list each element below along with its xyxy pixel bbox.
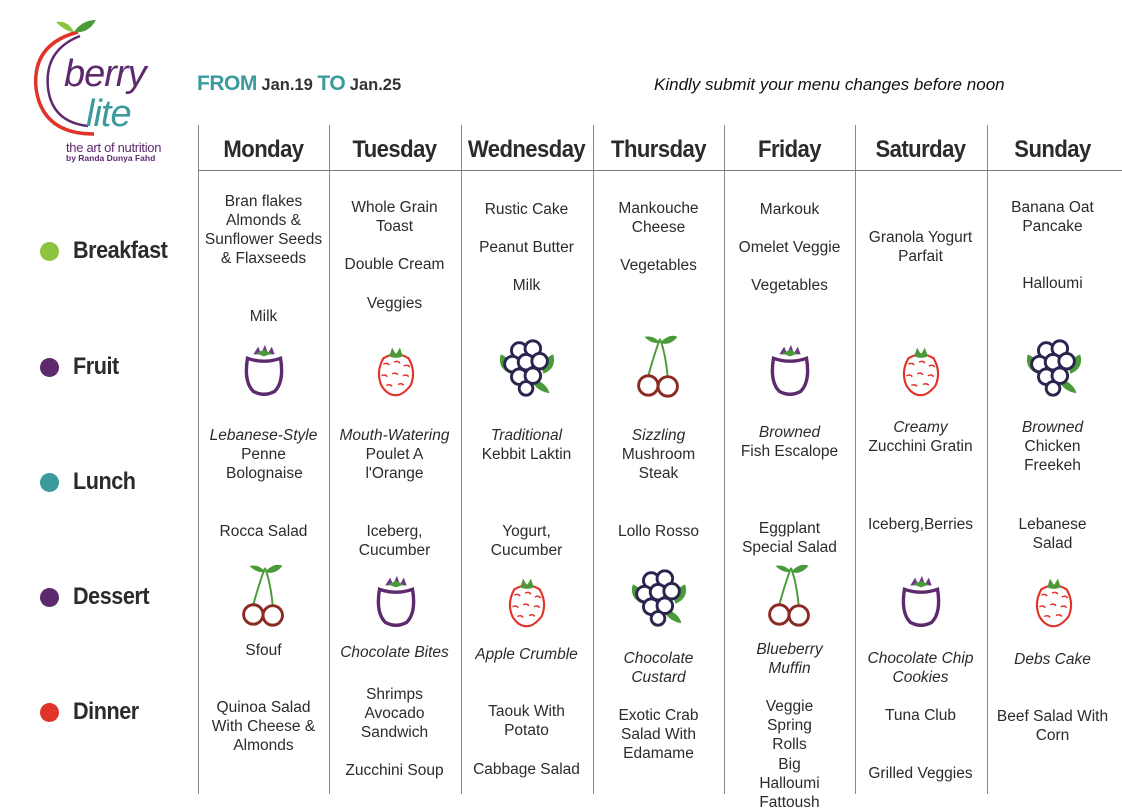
dinner-sunday-main: Beef Salad With Corn [996,708,1109,744]
from-date: Jan.19 [261,76,313,94]
day-header-saturday: Saturday [875,136,966,163]
to-date: Jan.25 [349,76,402,94]
from-label: FROM [197,72,257,95]
breakfast-tuesday-main: Whole Grain Toast [351,199,438,235]
lunch-saturday: Creamy Zucchini Gratin [868,419,973,455]
day-header-friday: Friday [758,136,821,163]
breakfast-thursday-main: Mankouche Cheese [618,200,699,236]
raspberry-icon [362,335,430,403]
breakfast-thursday-extra: Vegetables [620,257,697,274]
lunch-friday: Browned Fish Escalope [740,424,839,460]
raspberry-icon [493,566,561,634]
dinner-saturday-side: Grilled Veggies [868,765,973,782]
fig-icon [362,566,430,634]
day-header-monday: Monday [223,136,304,163]
grid-divider [855,125,856,794]
date-range [197,72,401,96]
dessert-thursday: Chocolate Custard [623,650,694,686]
dinner-saturday-main: Tuna Club [885,707,956,724]
lunch-monday: Lebanese-Style Penne Bolognaise [209,427,318,482]
breakfast-wednesday-extra: Milk [512,277,541,294]
breakfast-tuesday-mid: Double Cream [344,256,445,273]
breakfast-saturday-main: Granola Yogurt Parfait [868,229,973,265]
lunch-tuesday: Mouth-Watering Poulet A l'Orange [339,427,450,482]
meal-label-dinner: Dinner [40,698,146,726]
breakfast-sunday-main: Banana Oat Pancake [1011,199,1094,235]
lunch-wednesday-salad: Yogurt, Cucumber [490,523,563,559]
dinner-friday-side: Big Halloumi Fattoush [759,756,820,811]
fruit-dot-icon [40,358,59,377]
meal-label-fruit: Fruit [40,353,124,381]
logo-tagline: the art of nutrition [66,140,162,155]
dessert-wednesday: Apple Crumble [475,646,578,663]
cherry-icon [756,562,824,630]
grapes-icon [493,333,561,401]
dinner-friday-main: Veggie Spring Rolls [765,698,814,753]
day-header-tuesday: Tuesday [352,136,437,163]
meal-label-dessert: Dessert [40,583,158,611]
lunch-monday-salad: Rocca Salad [219,523,308,540]
svg-text:lite: lite [86,93,131,135]
day-header-sunday: Sunday [1014,136,1091,163]
logo-byline: by Randa Dunya Fahd [66,153,156,163]
dinner-dot-icon [40,703,59,722]
dinner-tuesday-side: Zucchini Soup [345,762,444,779]
lunch-wednesday: Traditional Kebbit Laktin [481,427,572,463]
fig-icon [230,335,298,403]
lunch-tuesday-salad: Iceberg, Cucumber [358,523,431,559]
header-divider [198,170,1122,171]
cherry-icon [625,333,693,401]
lunch-thursday-salad: Lollo Rosso [618,523,699,540]
breakfast-friday-main: Markouk [759,201,820,218]
breakfast-monday-main: Bran flakes Almonds & Sunflower Seeds & Flaxseeds [204,193,323,267]
raspberry-icon [1020,566,1088,634]
lunch-sunday-salad: Lebanese Salad [1018,516,1087,552]
grapes-icon [1020,333,1088,401]
day-header-wednesday: Wednesday [467,136,586,163]
lunch-thursday: Sizzling Mushroom Steak [621,427,696,482]
dessert-dot-icon [40,588,59,607]
raspberry-icon [887,335,955,403]
breakfast-friday-mid: Omelet Veggie [738,239,841,256]
breakfast-wednesday-main: Rustic Cake [484,201,569,218]
dessert-monday: Sfouf [245,642,282,659]
fig-icon [756,335,824,403]
dinner-monday-main: Quinoa Salad With Cheese & Almonds [211,699,316,754]
breakfast-wednesday-mid: Peanut Butter [479,239,574,256]
breakfast-dot-icon [40,242,59,261]
dessert-tuesday: Chocolate Bites [340,644,449,661]
notice-text: Kindly submit your menu changes before noon [654,75,1005,94]
lunch-sunday: Browned Chicken Freekeh [1021,419,1084,474]
dinner-thursday-main: Exotic Crab Salad With Edamame [618,707,699,762]
dinner-wednesday-main: Taouk With Potato [488,703,565,739]
dessert-saturday: Chocolate Chip Cookies [867,650,974,686]
grapes-icon [625,563,693,631]
dessert-friday: Blueberry Muffin [756,641,823,677]
lunch-saturday-salad: Iceberg,Berries [867,516,974,533]
cherry-icon [230,562,298,630]
breakfast-monday-extra: Milk [249,308,278,325]
dinner-wednesday-side: Cabbage Salad [473,761,580,778]
meal-label-breakfast: Breakfast [40,237,178,265]
lunch-friday-salad: Eggplant Special Salad [742,520,837,556]
fig-icon [887,566,955,634]
dinner-tuesday-main: Shrimps Avocado Sandwich [360,686,429,741]
to-label: TO [317,72,346,95]
meal-label-lunch: Lunch [40,468,143,496]
breakfast-tuesday-extra: Veggies [366,295,423,312]
breakfast-sunday-extra: Halloumi [1022,275,1083,292]
lunch-dot-icon [40,473,59,492]
day-header-thursday: Thursday [611,136,706,163]
svg-text:berry: berry [64,53,146,95]
breakfast-friday-extra: Vegetables [751,277,828,294]
dessert-sunday: Debs Cake [1014,651,1091,668]
